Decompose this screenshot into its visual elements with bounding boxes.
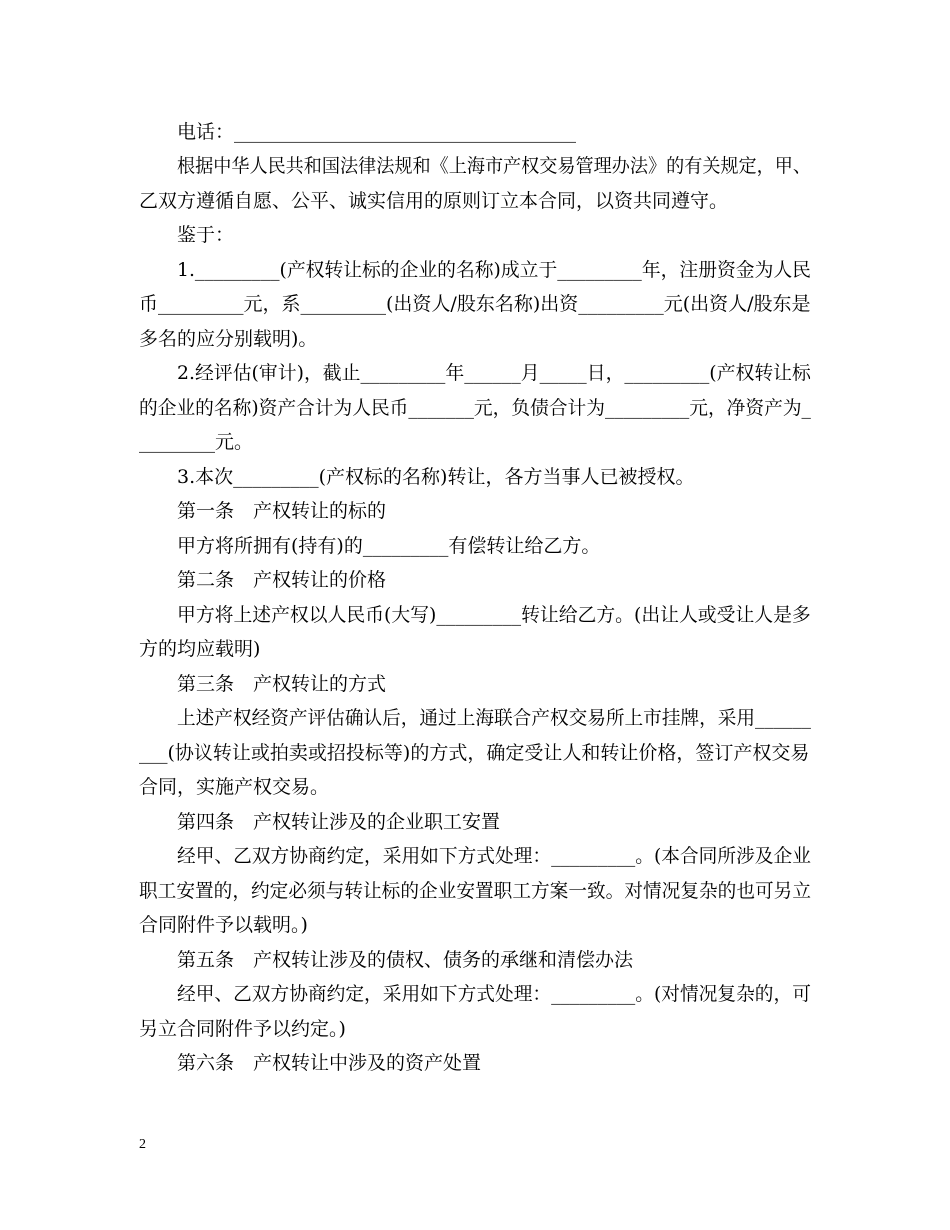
article-3-text: ___(协议转让或拍卖或招投标等)的方式，确定受让人和转让价格，签订产权交易 xyxy=(139,742,810,764)
article-6-heading: 第六条 产权转让中涉及的资产处置 xyxy=(177,1052,482,1074)
article-3-heading: 第三条 产权转让的方式 xyxy=(177,673,387,695)
recital-1-line: 币_________元，系_________(出资人/股东名称)出资_________元(出资人/股东是 xyxy=(139,293,811,315)
paragraph-line: 根据中华人民共和国法律法规和《上海市产权交易管理办法》的有关规定，甲、 xyxy=(177,155,812,177)
recital-2-line: 2.经评估(审计)，截止_________年______月_____日，_________(产权转让标 xyxy=(177,362,811,384)
article-2-text: 方的均应载明) xyxy=(139,638,261,660)
article-4-heading: 第四条 产权转让涉及的企业职工安置 xyxy=(177,811,501,833)
article-5-text: 另立合同附件予以约定。) xyxy=(139,1018,346,1040)
recital-3-line: 3.本次_________(产权标的名称)转让，各方当事人已被授权。 xyxy=(177,466,695,488)
article-1-text: 甲方将所拥有(持有)的_________有偿转让给乙方。 xyxy=(177,535,601,557)
article-4-text: 经甲、乙双方协商约定，采用如下方式处理：_________。(本合同所涉及企业 xyxy=(177,845,811,867)
paragraph-line: 乙双方遵循自愿、公平、诚实信用的原则订立本合同，以资共同遵守。 xyxy=(139,190,729,212)
article-5-text: 经甲、乙双方协商约定，采用如下方式处理：_________。(对情况复杂的，可 xyxy=(177,983,811,1005)
article-2-heading: 第二条 产权转让的价格 xyxy=(177,569,387,591)
page-number: 2 xyxy=(139,1137,146,1152)
recital-2-line: 的企业的名称)资产合计为人民币_______元，负债合计为_________元，净资产为_ xyxy=(139,397,811,419)
recitals-heading: 鉴于： xyxy=(177,224,235,246)
recital-2-line: ________元。 xyxy=(139,431,254,453)
article-2-text: 甲方将上述产权以人民币(大写)_________转让给乙方。(出让人或受让人是多 xyxy=(177,604,811,626)
article-1-heading: 第一条 产权转让的标的 xyxy=(177,500,387,522)
phone-line: 电话：____________________________________ xyxy=(177,121,577,143)
recital-1-line: 多名的应分别载明)。 xyxy=(139,328,318,350)
article-4-text: 职工安置的，约定必须与转让标的企业安置职工方案一致。对情况复杂的也可另立 xyxy=(139,880,812,902)
article-4-text: 合同附件予以载明。) xyxy=(139,914,308,936)
article-3-text: 上述产权经资产评估确认后，通过上海联合产权交易所上市挂牌，采用______ xyxy=(177,707,812,729)
recital-1-line: 1._________(产权转让标的企业的名称)成立于_________年，注册资金为人民 xyxy=(177,259,811,281)
article-3-text: 合同，实施产权交易。 xyxy=(139,776,330,798)
article-5-heading: 第五条 产权转让涉及的债权、债务的承继和清偿办法 xyxy=(177,949,634,971)
